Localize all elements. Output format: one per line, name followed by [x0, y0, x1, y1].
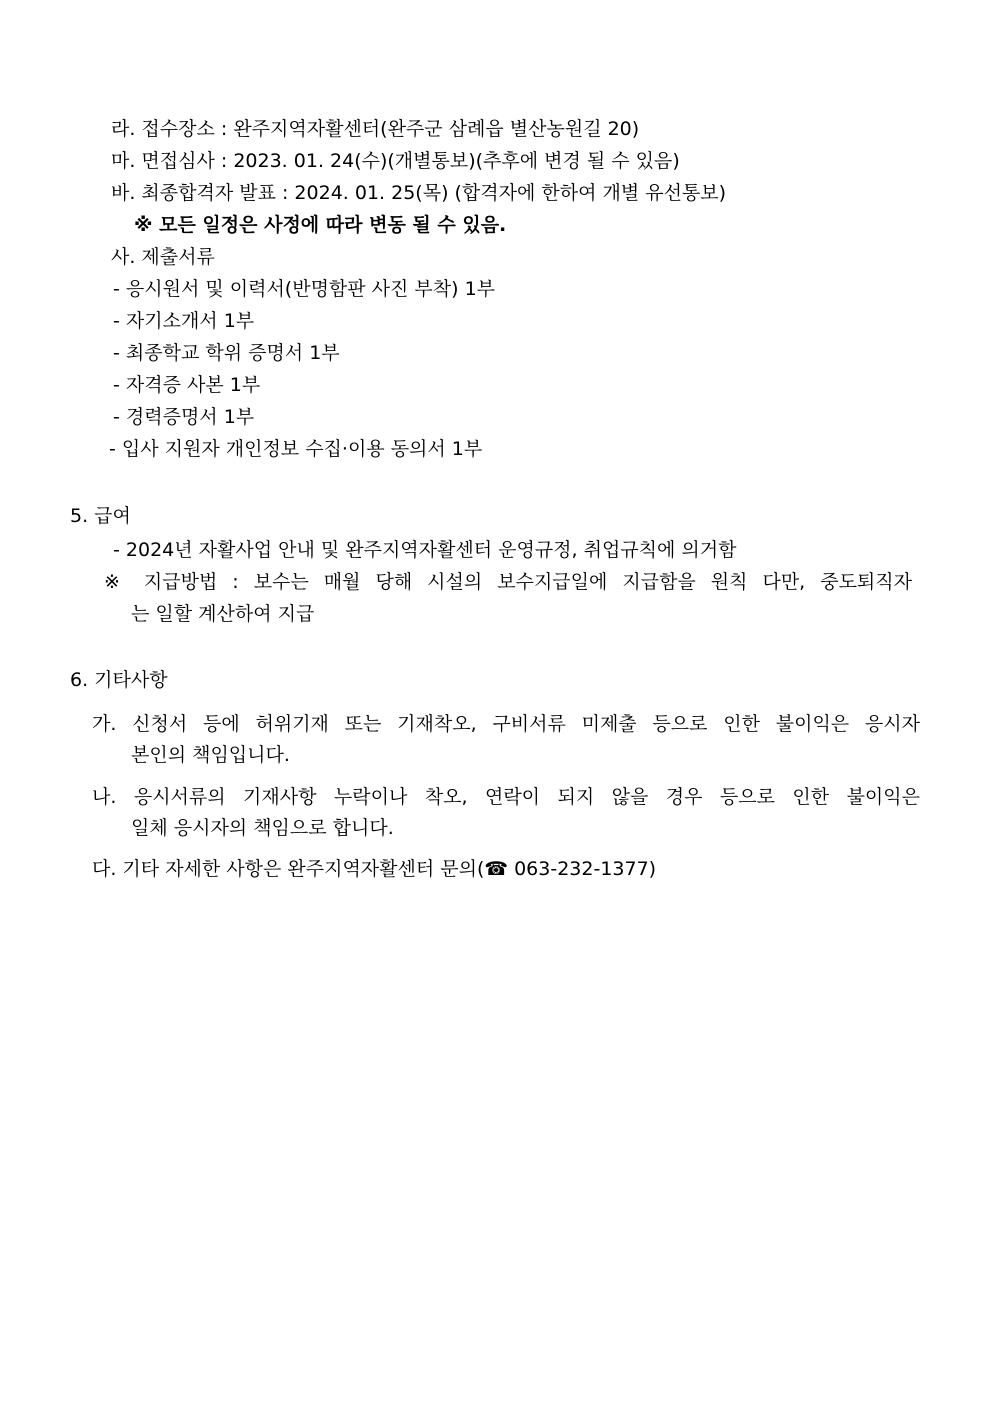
misc-heading: 6. 기타사항 — [70, 669, 168, 691]
salary-regulation: - 2024년 자활사업 안내 및 완주지역자활센터 운영규정, 취업규칙에 의거함 — [113, 539, 737, 561]
required-documents-heading: 사. 제출서류 — [111, 246, 215, 268]
schedule-notice: ※ 모든 일정은 사정에 따라 변동 될 수 있음. — [134, 214, 507, 236]
misc-ga-wrap — [92, 712, 920, 736]
misc-item-da-contact: 다. 기타 자세한 사항은 완주지역자활센터 문의(☎ 063-232-1377) — [92, 858, 657, 880]
document-item: - 응시원서 및 이력서(반명함판 사진 부착) 1부 — [113, 278, 496, 300]
interview-schedule: 마. 면접심사 : 2023. 01. 24(수)(개별통보)(추후에 변경 될 수 있음) — [111, 150, 680, 172]
salary-heading: 5. 급여 — [70, 505, 131, 527]
misc-item-ga: 가. 신청서 등에 허위기재 또는 기재착오, 구비서류 미제출 등으로 인한 불이익은 응시자 — [92, 713, 920, 735]
misc-na-wrap — [92, 785, 920, 809]
document-item: - 경력증명서 1부 — [113, 406, 255, 428]
misc-item-na-cont: 일체 응시자의 책임으로 합니다. — [131, 817, 394, 839]
payment-method-cont: 는 일할 계산하여 지급 — [131, 603, 315, 625]
document-item: - 자격증 사본 1부 — [113, 374, 261, 396]
misc-item-na: 나. 응시서류의 기재사항 누락이나 착오, 연락이 되지 않을 경우 등으로 인한 불이익은 — [92, 786, 920, 808]
payment-method-wrap — [104, 570, 912, 594]
document-item: - 자기소개서 1부 — [113, 310, 255, 332]
reception-location: 라. 접수장소 : 완주지역자활센터(완주군 삼례읍 별산농원길 20) — [111, 118, 640, 140]
final-announcement: 바. 최종합격자 발표 : 2024. 01. 25(목) (합격자에 한하여 개별 유선통보) — [111, 182, 727, 204]
misc-item-ga-cont: 본인의 책임입니다. — [131, 744, 290, 766]
document-item: - 최종학교 학위 증명서 1부 — [113, 342, 340, 364]
document-item: - 입사 지원자 개인정보 수집·이용 동의서 1부 — [109, 438, 483, 460]
payment-method: ※ 지급방법 : 보수는 매월 당해 시설의 보수지급일에 지급함을 원칙 다만, 중도퇴직자 — [104, 571, 912, 593]
